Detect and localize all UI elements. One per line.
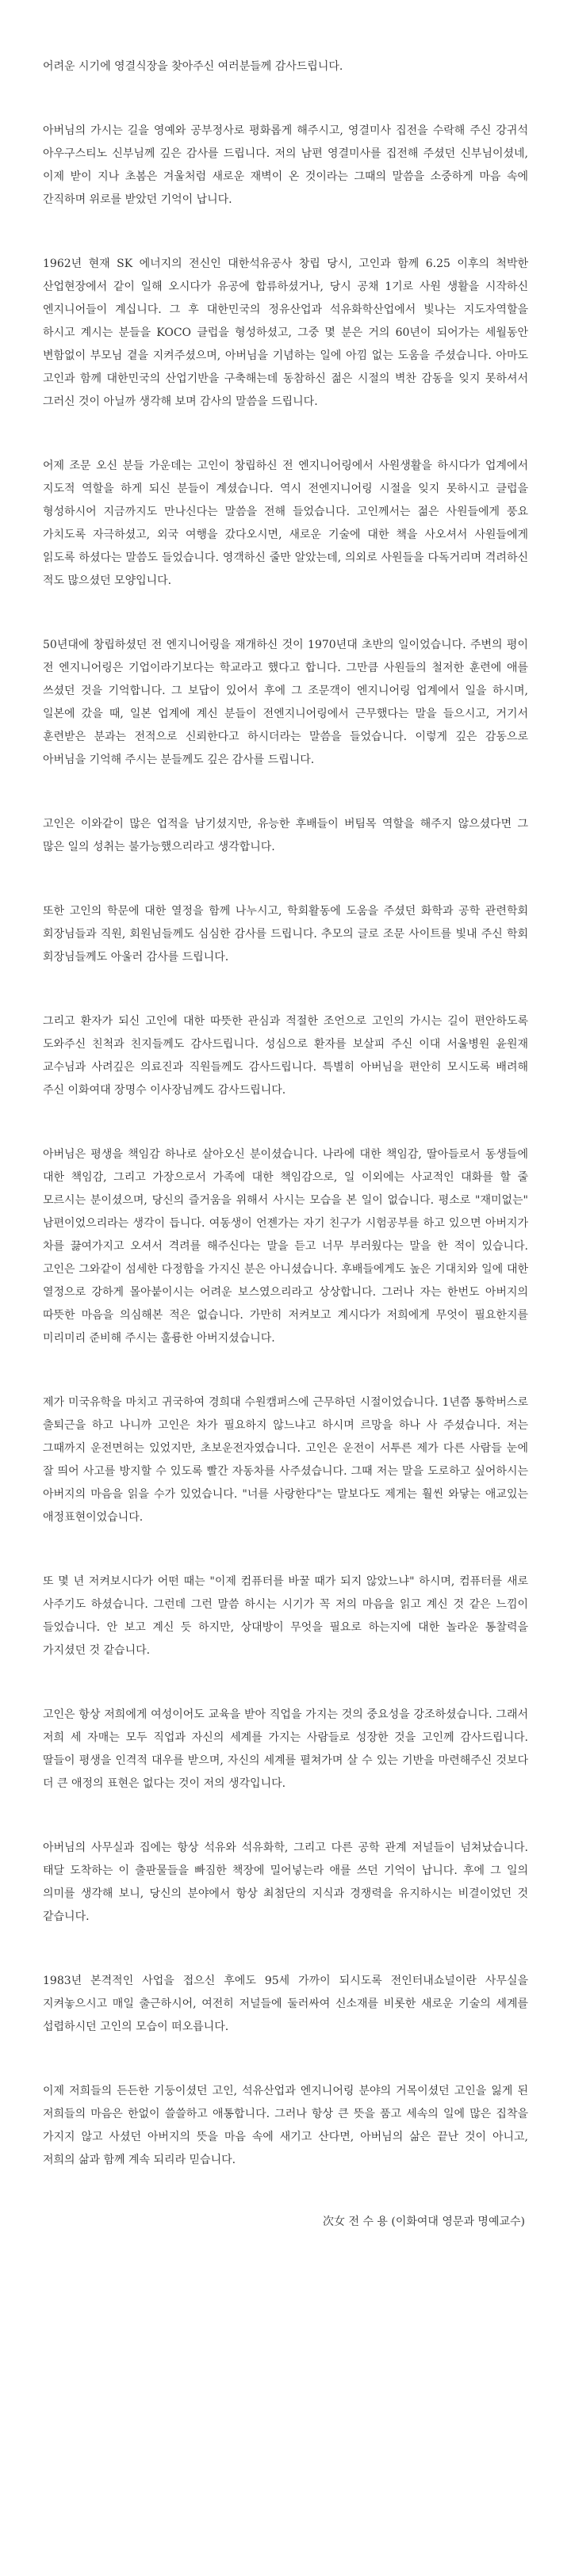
paragraph-2: 아버님의 가시는 길을 영예와 공부정사로 평화롭게 해주시고, 영결미사 집전을 수락해 주신 강귀석 아우구스티노 신부님께 깊은 감사를 드립니다. 저의 남편 영결미사를 집전해 주셨던 신부님이셨네, 이제 받이 지나 초봄은 겨울처럼 새로운 재벽이 온 것이라는 그때의 말씀을 소중하게 마음 속에 간직하며 위로를 받았던 기억이 납니다. [43,124,528,206]
paragraph-3: 1962년 현재 SK 에너지의 전신인 대한석유공사 창립 당시, 고인과 함께 6.25 이후의 척박한 산업현장에서 같이 일해 오시다가 유공에 합류하셨거나, 당시 공채 1기로 사원 생활을 시작하신 엔지니어들이 계십니다. 그 후 대한민국의 정유산업과 석유화학산업에서 빛나는 지도자역할을 하시고 계시는 분들을 KOCO 클럽을 형성하셨고, 그중 몇 분은 거의 60년이 되어가는 세월동안 변함없이 부모님 곁을 지켜주셨으며, 아버님을 기념하는 일에 아낌 없는 도움을 주셨습니다. 아마도 고인과 함께 대한민국의 산업기반을 구축해는데 동참하신 젊은 시절의 벽찬 감동을 잊지 못하셔서 그러신 것이 아닐까 생각해 보며 감사의 말씀을 드립니다. [43,258,528,408]
paragraph-14: 1983년 본격적인 사업을 접으신 후에도 95세 가까이 되시도록 전인터내쇼널이란 사무실을 지켜놓으시고 매일 출근하시어, 여전히 저널들에 둘러싸여 신소재를 비롯한 새로운 기술의 세계를 섭렵하시던 고인의 모습이 떠오릅니다. [43,1975,528,2033]
paragraph-9: 아버님은 평생을 책임감 하나로 살아오신 분이셨습니다. 나라에 대한 책임감, 딸아들로서 동생들에 대한 책임감, 그리고 가장으로서 가족에 대한 책임감으로, 일 이외에는 사교적인 대화를 할 줄 모르시는 분이셨으며, 당신의 즐거움을 위해서 사시는 모습을 본 일이 없습니다. 평소로 "재미없는" 남편이었으리라는 생각이 듭니다. 여동생이 언젠가는 자기 친구가 시험공부를 하고 있으면 아버지가 차를 끓여가지고 오셔서 격려를 해주신다는 말을 듣고 너무 부러웠다는 말을 한 적이 있습니다. 고인은 그와같이 섬세한 다정함을 가지신 분은 아니셨습니다. 후배들에게도 높은 기대치와 일에 대한 열정으로 강하게 몰아붙이시는 어려운 보스였으리라고 상상합니다. 그러나 자는 한번도 아버지의 따뜻한 마음을 의심해본 적은 없습니다. 가만히 저켜보고 계시다가 저희에게 무엇이 필요한지를 미리미리 준비해 주시는 훌륭한 아버지셨습니다. [43,1148,528,1345]
paragraph-13: 아버님의 사무실과 집에는 항상 석유와 석유화학, 그리고 다른 공학 관계 저널들이 넘쳐났습니다. 태달 도착하는 이 출판물들을 빠짐한 책장에 밀어넣는라 애를 쓰던 기억이 납니다. 후에 그 일의 의미를 생각해 보니, 당신의 분야에서 항상 최첨단의 지식과 경쟁력을 유지하시는 비결이었던 것 같습니다. [43,1841,528,1923]
signature: 次女 전 수 용 (이화여대 영문과 명예교수) [323,2215,525,2228]
paragraph-6: 고인은 이와같이 많은 업적을 남기셨지만, 유능한 후배들이 버팀목 역할을 해주지 않으셨다면 그 많은 일의 성취는 불가능했으리라고 생각합니다. [43,818,528,853]
paragraph-5: 50년대에 창립하셨던 전 엔지니어링을 재개하신 것이 1970년대 초반의 일이었습니다. 주변의 평이 전 엔지니어링은 기업이라기보다는 학교라고 했다고 합니다. 그만큼 사원들의 철저한 훈련에 애를 쓰셨던 것을 기억합니다. 그 보답이 있어서 후에 그 조문객이 엔지니어링 업계에서 일을 하시며, 일본에 갔을 때, 일본 업계에 계신 분들이 전엔지니어링에서 근무했다는 말을 들으시고, 거기서 훈련받은 분과는 전적으로 신뢰한다고 하시더라는 말씀을 들었습니다. 이렇게 깊은 감동으로 아버님을 기억해 주시는 분들께도 깊은 감사를 드립니다. [43,639,528,766]
paragraph-11: 또 몇 년 저켜보시다가 어떤 때는 "이제 컴퓨터를 바꿀 때가 되지 않았느냐" 하시며, 컴퓨터를 새로 사주기도 하셨습니다. 그런데 그런 말씀 하시는 시기가 꼭 저의 마음을 읽고 계신 것 같은 느낌이 들었습니다. 안 보고 계신 듯 하지만, 상대방이 무엇을 필요로 하는지에 대한 놀라운 통찰력을 가지셨던 것 같습니다. [43,1575,528,1657]
paragraph-8: 그리고 환자가 되신 고인에 대한 따뜻한 관심과 적절한 조언으로 고인의 가시는 길이 편안하도록 도와주신 친척과 친지들께도 감사드립니다. 성심으로 환자를 보살피 주신 이대 서울병원 윤원재 교수님과 사려깊은 의료진과 직원들께도 감사드립니다. 특별히 아버님을 편안히 모시도록 배려해 주신 이화여대 장명수 이사장님께도 감사드립니다. [43,1015,528,1097]
paragraph-10: 제가 미국유학을 마치고 귀국하여 경희대 수원캠퍼스에 근무하던 시절이었습니다. 1년쯤 통학버스로 출퇴근을 하고 나니까 고인은 차가 필요하지 않느냐고 하시며 르망을 하나 사 주셨습니다. 저는 그때까지 운전면허는 있었지만, 초보운전자였습니다. 고인은 운전이 서투른 제가 다른 사람들 눈에 잘 띄어 사고를 방지할 수 있도록 빨간 자동차를 사주셨습니다. 그때 저는 말을 도로하고 싶어하시는 아버지의 마음을 읽을 수가 있었습니다. "너를 사랑한다"는 말보다도 제게는 훨씬 와닿는 애교있는 애정표현이었습니다. [43,1396,528,1524]
paragraph-4: 어제 조문 오신 분들 가운데는 고인이 창립하신 전 엔지니어링에서 사원생활을 하시다가 업계에서 지도적 역할을 하게 되신 분들이 계셨습니다. 역시 전엔지니어링 시절을 잊지 못하시고 클럽을 형성하시어 지금까지도 만나신다는 말씀을 전해 들었습니다. 고인께서는 젊은 사원들에게 풍요 가치도록 자극하셨고, 외국 여행을 갔다오시면, 새로운 기술에 대한 책을 사오셔서 사원들에게 읽도록 하셨다는 말씀도 들었습니다. 영객하신 줄만 알았는데, 의외로 사원들을 다독거리며 격려하신 적도 많으셨던 모양입니다. [43,460,528,587]
paragraph-7: 또한 고인의 학문에 대한 열정을 함께 나누시고, 학회활동에 도움을 주셨던 화학과 공학 관련학회 회장님들과 직원, 회원님들께도 심심한 감사를 드립니다. 추모의 글로 조문 사이트를 빛내 주신 학회 회장님들께도 아울러 감사를 드립니다. [43,905,528,964]
paragraph-12: 고인은 항상 저희에게 여성이어도 교육을 받아 직업을 가지는 것의 중요성을 강조하셨습니다. 그래서 저희 세 자매는 모두 직업과 자신의 세계를 가지는 사람들로 성장한 것을 고인께 감사드립니다. 딸들이 평생을 인격적 대우를 받으며, 자신의 세계를 펼쳐가며 살 수 있는 기반을 마련해주신 것보다 더 큰 애정의 표현은 없다는 것이 저의 생각입니다. [43,1708,528,1790]
paragraph-15: 이제 저희들의 든든한 기둥이셨던 고인, 석유산업과 엔지니어링 분야의 거목이셨던 고인을 잃게 된 저희들의 마음은 한없이 쓸쓸하고 애통합니다. 그러나 항상 큰 뜻을 품고 세속의 일에 많은 집착을 가지지 않고 사셨던 아버지의 뜻을 마음 속에 새기고 산다면, 아버님의 삶은 끝난 것이 아니고, 저희의 삶과 함께 계속 되리라 믿습니다. [43,2085,528,2166]
paragraph-1: 어려운 시기에 영결식장을 찾아주신 여러분들께 감사드립니다. [43,60,343,73]
